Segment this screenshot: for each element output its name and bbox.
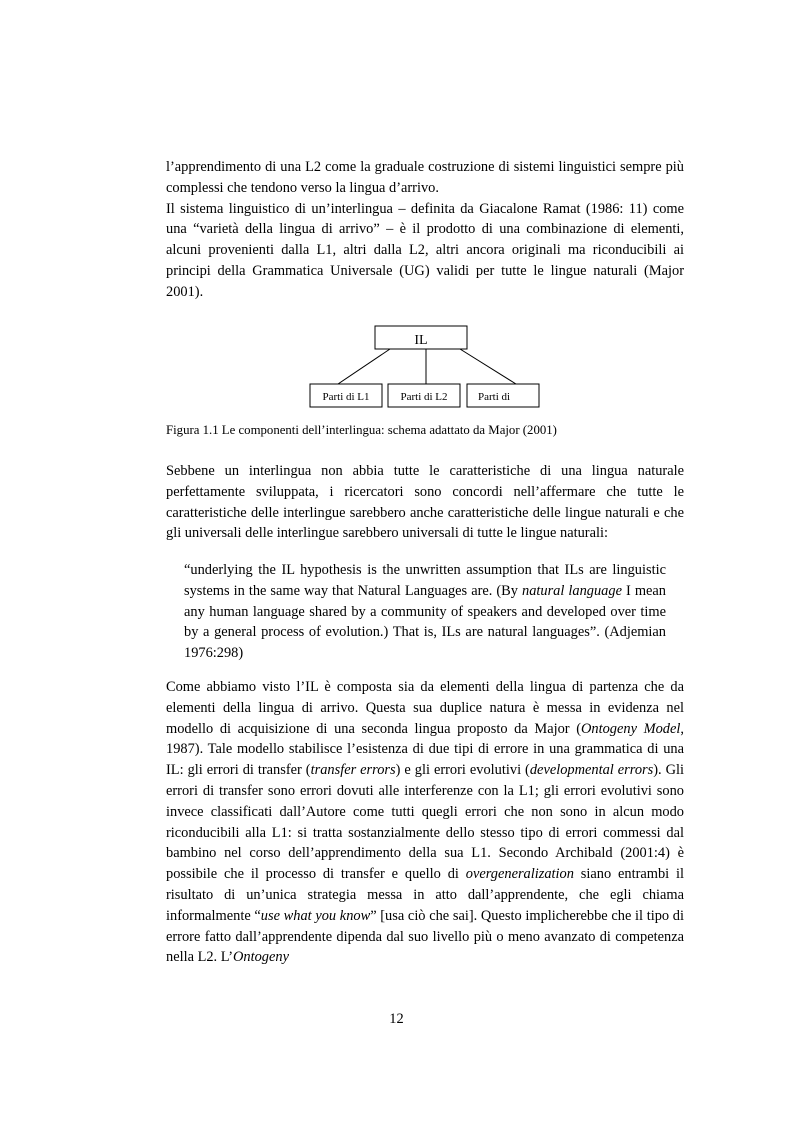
para4-seg-5: siano entrambi il risultato di un’unica strategia messa in atto dall’apprendente, che egli chiama informalmente “ (166, 866, 684, 924)
para4-italic-4: overgeneralization (465, 866, 574, 883)
body-paragraph-4 (166, 677, 684, 968)
page-number: 12 (389, 1011, 404, 1027)
para4-italic-2: transfer errors (310, 762, 396, 779)
para4-seg-2: , 1987). Tale modello stabilisce l’esistenza di due tipi di errore in una grammatica di una IL: gli errori di transfer ( (166, 720, 684, 779)
para4-italic-6: Ontogeny (233, 949, 289, 966)
edge-right (460, 349, 516, 384)
quote-italic-1: natural language (522, 582, 622, 599)
para4-italic-5: use what you know (260, 907, 371, 924)
para4-italic-3: developmental errors (529, 762, 654, 779)
block-quote (184, 560, 666, 664)
edge-left (338, 349, 390, 384)
quote-part-1: “underlying the IL hypothesis is the unwritten assumption that ILs are linguistic systems in the same way that Natural Languages are. (By (184, 562, 666, 599)
para4-seg-4: ). Gli errori di transfer sono errori dovuti alle interferenze con la L1; gli errori evolutivi sono invece classificati dall’Autore come tutti quegli errori che non sono in alcun modo riconducibili alla L1: si tratta sostanzialmente dello stesso tipo di errori commessi dal bambino nel corso dell’apprendimento della sua L1. Secondo Archibald (2001:4) è possibile che il processo di transfer e quello di (166, 762, 684, 883)
child-label-l2: Parti di L2 (400, 391, 448, 403)
para4-seg-3: ) e gli errori evolutivi ( (395, 762, 530, 779)
il-diagram (0, 0, 793, 420)
para4-seg-1: Come abbiamo visto l’IL è composta sia da elementi della lingua di partenza che da elementi della lingua di arrivo. Questa sua duplice natura è messa in evidenza nel modello di acquisizione di una seconda lingua proposto da Major ( (166, 679, 684, 737)
child-label-other: Parti di (478, 391, 511, 403)
il-root-label: IL (414, 333, 428, 348)
child-label-l1: Parti di L1 (322, 391, 370, 403)
para4-italic-1: Ontogeny Model (581, 720, 681, 737)
para4-seg-6: ” [usa ciò che sai]. Questo implicherebbe che il tipo di errore fatto dall’apprendente dipenda dal suo livello più o meno avanzato di competenza nella L2. L’ (166, 907, 684, 966)
paragraph-intro: l’apprendimento di una L2 come la graduale costruzione di sistemi linguistici sempre più complessi che tendono verso la lingua d’arrivo. (166, 159, 684, 196)
paragraph-interlingua-system: Il sistema linguistico di un’interlingua – definita da Giacalone Ramat (1986: 11) come una “varietà della lingua di arrivo” – è il prodotto di una combinazione di elementi, alcuni provenienti dalla L1, altri dalla L2, altri ancora originali ma riconducibili ai principi della Grammatica Universale (UG) validi per tutte le lingue naturali (Major 2001). (166, 200, 684, 300)
quote-part-2: I mean any human language shared by a community of speakers and developed over time by a general process of evolution.) That is, ILs are natural languages”. (Adjemian 1976:298) (184, 582, 666, 662)
figure-caption: Figura 1.1 Le componenti dell’interlingua: schema adattato da Major (2001) (166, 423, 557, 437)
body-paragraph-3: Sebbene un interlingua non abbia tutte le caratteristiche di una lingua naturale perfettamente sviluppata, i ricercatori sono concordi nell’affermare che tutte le caratteristiche delle interlingue sarebbero anche caratteristiche delle lingue naturali e che gli universali delle interlingue sarebbero universali di tutte le lingue naturali: (166, 463, 684, 542)
